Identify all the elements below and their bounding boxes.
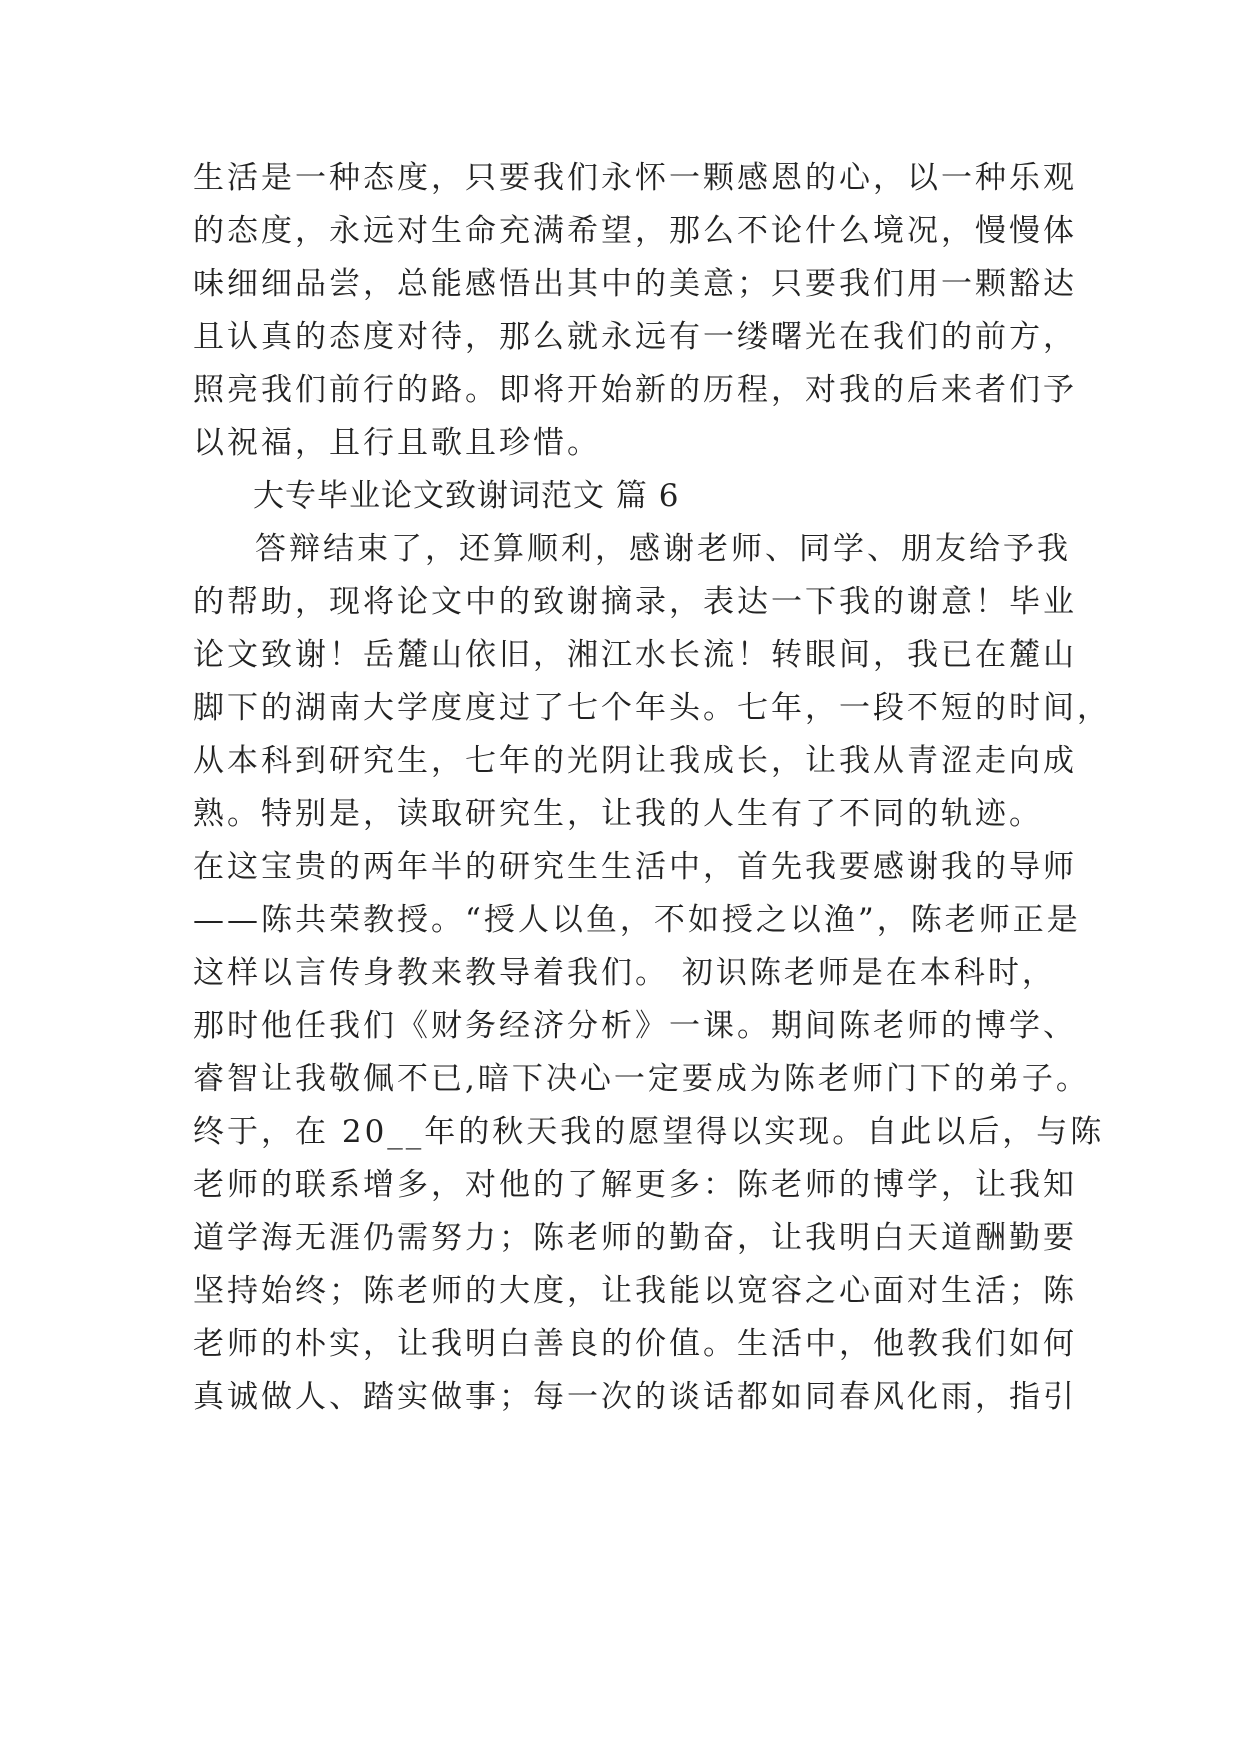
text-line: 味细细品尝，总能感悟出其中的美意；只要我们用一颗豁达 [193, 266, 1077, 302]
text-line: 且认真的态度对待，那么就永远有一缕曙光在我们的前方， [193, 319, 1077, 355]
text-line: 这样以言传身教来教导着我们。 初识陈老师是在本科时， [193, 955, 1056, 991]
text-line: 老师的朴实，让我明白善良的价值。生活中，他教我们如何 [193, 1326, 1077, 1362]
text-line: 以祝福，且行且歌且珍惜。 [193, 425, 601, 461]
text-line: 终于，在 20__年的秋天我的愿望得以实现。自此以后，与陈 [193, 1114, 1105, 1150]
section-heading: 大专毕业论文致谢词范文 篇 6 [253, 478, 680, 514]
text-line: 照亮我们前行的路。即将开始新的历程，对我的后来者们予 [193, 372, 1077, 408]
text-line: 的态度，永远对生命充满希望，那么不论什么境况，慢慢体 [193, 213, 1077, 249]
text-line: ——陈共荣教授。“授人以鱼，不如授之以渔”，陈老师正是 [193, 902, 1081, 938]
text-line: 在这宝贵的两年半的研究生生活中，首先我要感谢我的导师 [193, 849, 1077, 885]
text-line: 那时他任我们《财务经济分析》一课。期间陈老师的博学、 [193, 1008, 1077, 1044]
paragraph-first-line: 答辩结束了，还算顺利，感谢老师、同学、朋友给予我 [255, 531, 1071, 567]
text-line: 脚下的湖南大学度度过了七个年头。七年，一段不短的时间， [193, 690, 1111, 726]
text-line: 睿智让我敬佩不已,暗下决心一定要成为陈老师门下的弟子。 [193, 1061, 1090, 1097]
text-line: 真诚做人、踏实做事；每一次的谈话都如同春风化雨，指引 [193, 1379, 1077, 1415]
text-line: 从本科到研究生，七年的光阴让我成长，让我从青涩走向成 [193, 743, 1077, 779]
text-line: 道学海无涯仍需努力；陈老师的勤奋，让我明白天道酬勤要 [193, 1220, 1077, 1256]
text-line: 的帮助，现将论文中的致谢摘录，表达一下我的谢意！毕业 [193, 584, 1077, 620]
text-line: 熟。特别是，读取研究生，让我的人生有了不同的轨迹。 [193, 796, 1043, 832]
text-line: 论文致谢！岳麓山依旧，湘江水长流！转眼间，我已在麓山 [193, 637, 1077, 673]
text-line: 生活是一种态度，只要我们永怀一颗感恩的心，以一种乐观 [193, 160, 1077, 196]
text-line: 老师的联系增多，对他的了解更多：陈老师的博学，让我知 [193, 1167, 1077, 1203]
text-line: 坚持始终；陈老师的大度，让我能以宽容之心面对生活；陈 [193, 1273, 1077, 1309]
